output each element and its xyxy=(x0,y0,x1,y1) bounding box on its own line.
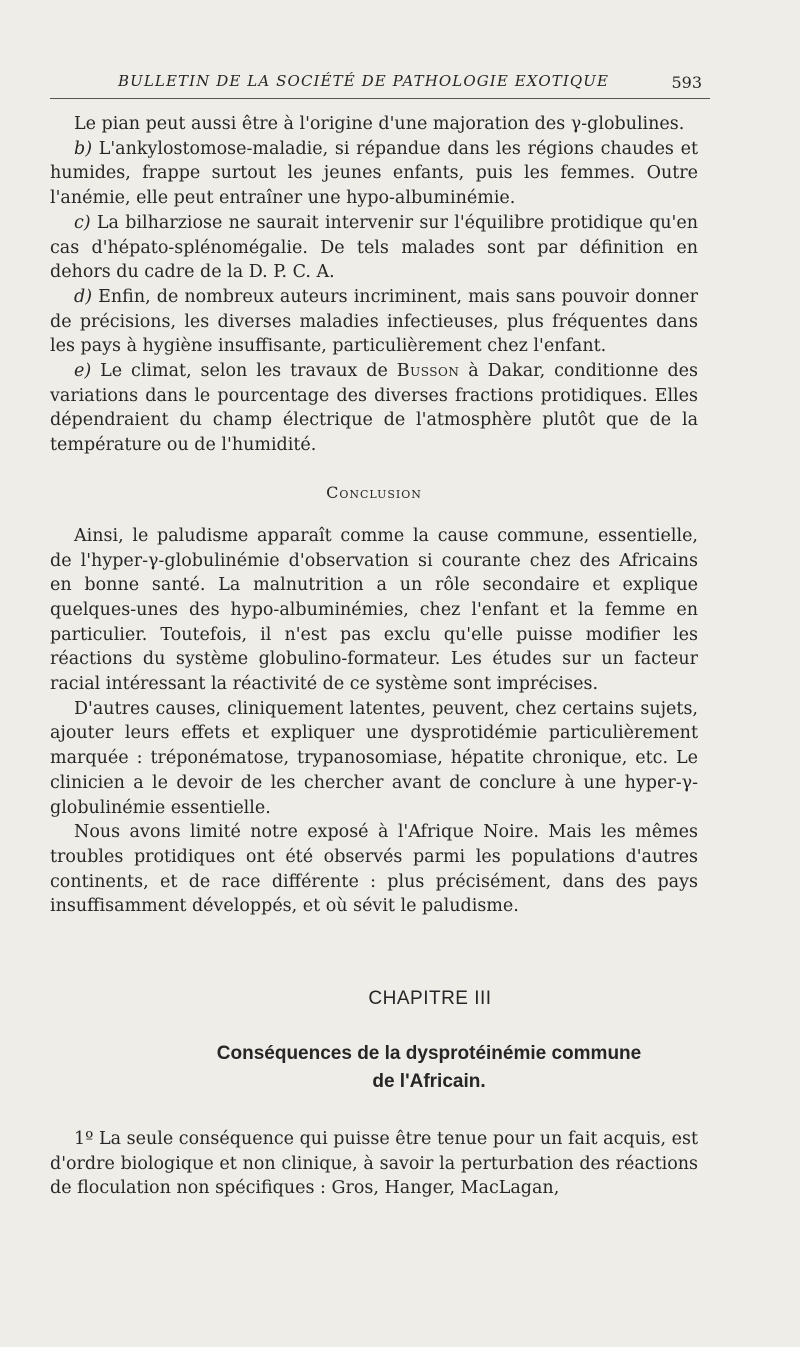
list-label: e) xyxy=(74,361,92,382)
paragraph-text: L'ankylostomose-maladie, si répandue dans les régions chaudes et humides, frappe surtout les jeunes enfants, puis les femmes. Outre l'anémie, elle peut entraîner une hypo-albuminémie. xyxy=(50,138,698,209)
conclusion-paragraph: D'autres causes, cliniquement latentes, peuvent, chez certains sujets, ajouter leurs effets et expliquer une dysprotidémie particulièrement marquée : tréponématose, trypanosomiase, hépatite chronique, etc. Le clinicien a le devoir de les chercher avant de conclure à une hyper-γ-globulinémie essentielle. xyxy=(50,698,698,818)
paragraph-text: à Dakar, conditionne des variations dans le pourcentage des diverses fractions protidiques. Elles dépendraient du champ électrique de l'atmosphère plutôt que de la température ou de l'humidité. xyxy=(50,361,698,456)
paragraph-e xyxy=(50,359,698,458)
conclusion-paragraph: Nous avons limité notre exposé à l'Afrique Noire. Mais les mêmes troubles protidiques ont été observés parmi les populations d'autres continents, et de race différente : plus précisément, dans des pays insuffisamment développés, et où sévit le paludisme. xyxy=(50,822,698,917)
list-label: d) xyxy=(74,286,93,307)
final-section xyxy=(50,1127,698,1201)
paragraph-text: Enfin, de nombreux auteurs incriminent, mais sans pouvoir donner de précisions, les diverses maladies infectieuses, plus fréquentes dans les pays à hygiène insuffisante, particulièrement chez l'enfant. xyxy=(50,286,698,357)
chapter-subtitle xyxy=(50,1040,800,1096)
conclusion-paragraph: Ainsi, le paludisme apparaît comme la cause commune, essentielle, de l'hyper-γ-globulinémie d'observation si courante chez des Africains en bonne santé. La malnutrition a un rôle secondaire et explique quelques-unes des hypo-albuminémies, chez l'enfant et la femme en particulier. Toutefois, il n'est pas exclu qu'elle puisse modifier les réactions du système globulino-formateur. Les études sur un facteur racial intéressant la réactivité de ce système sont imprécises. xyxy=(50,525,698,695)
paragraph-text: Le climat, selon les travaux de xyxy=(91,361,397,382)
list-label: c) xyxy=(74,212,91,233)
chapter-title: CHAPITRE III xyxy=(368,988,492,1009)
paragraph-c xyxy=(50,211,698,285)
author-name: Busson xyxy=(396,361,460,382)
paragraph-b xyxy=(50,137,698,211)
chapter-subtitle-line: de l'Africain. xyxy=(372,1071,486,1092)
section-title: Conclusion xyxy=(326,482,422,502)
numbered-paragraph: 1º La seule conséquence qui puisse être tenue pour un fait acquis, est d'ordre biologique et non clinique, à savoir la perturbation des réactions de floculation non spécifiques : Gros, Hanger, MacLagan, xyxy=(50,1129,698,1199)
page-header xyxy=(50,68,710,99)
paragraph-pian xyxy=(50,112,698,137)
running-title: BULLETIN DE LA SOCIÉTÉ DE PATHOLOGIE EXOTIQUE xyxy=(118,72,610,90)
paragraph-text: Le pian peut aussi être à l'origine d'une majoration des γ-globulines. xyxy=(74,114,685,134)
list-label: b) xyxy=(74,138,93,159)
body-text xyxy=(50,112,698,919)
paragraph-text: La bilharziose ne saurait intervenir sur l'équilibre protidique qu'en cas d'hépato-splénomégalie. De tels malades sont par définition en dehors du cadre de la D. P. C. A. xyxy=(50,212,698,283)
chapter-subtitle-line: Conséquences de la dysprotéinémie commune xyxy=(216,1043,642,1064)
page-number: 593 xyxy=(671,73,702,92)
paragraph-d xyxy=(50,285,698,359)
